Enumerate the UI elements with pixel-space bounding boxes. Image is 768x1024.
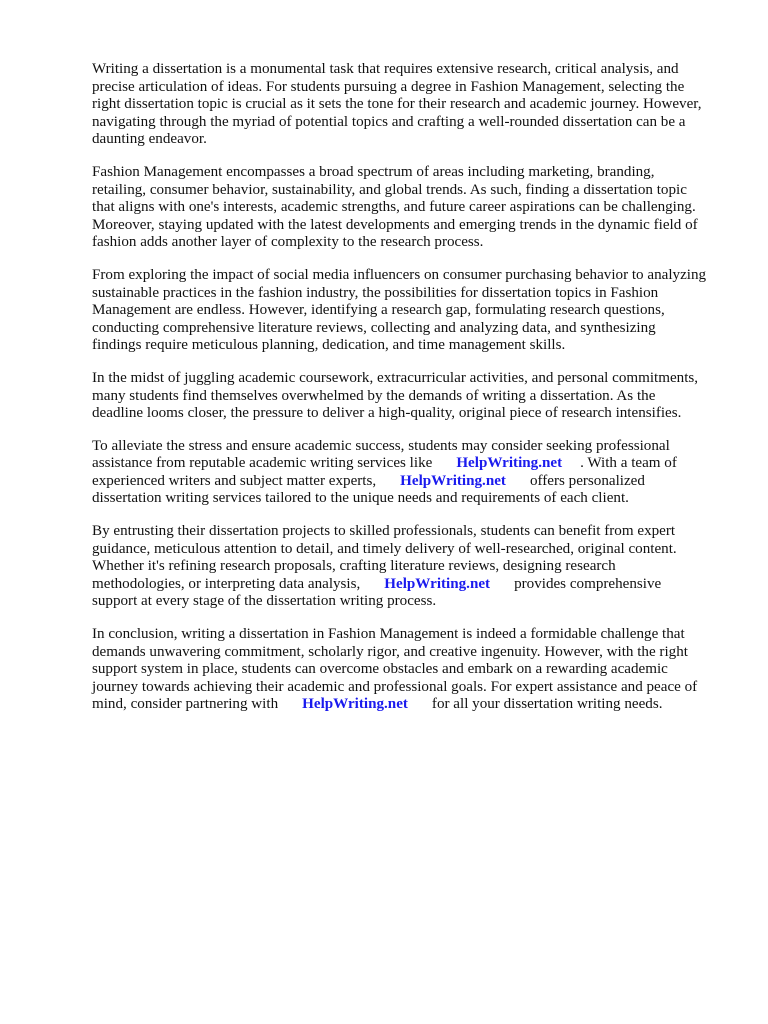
paragraph-line: retailing, consumer behavior, sustainability, and global trends. As such, finding a dissertation topic xyxy=(92,181,687,198)
paragraph-line: journey towards achieving their academic and professional goals. For expert assistance and peace of xyxy=(92,678,698,695)
paragraph-line: From exploring the impact of social media influencers on consumer purchasing behavior to analyzing xyxy=(92,266,707,283)
paragraph-line: right dissertation topic is crucial as it sets the tone for their research and academic journey. However, xyxy=(92,96,702,113)
line-text: provides comprehensive xyxy=(514,575,662,592)
paragraph-line xyxy=(92,576,732,594)
paragraph-line: support at every stage of the dissertation writing process. xyxy=(92,593,437,610)
paragraph-line: navigating through the myriad of potential topics and crafting a well-rounded dissertation can be a xyxy=(92,113,686,130)
paragraph-line: To alleviate the stress and ensure academic success, students may consider seeking professional xyxy=(92,437,670,454)
paragraph-line: that aligns with one's interests, academic strengths, and future career aspirations can be challenging. xyxy=(92,199,696,216)
paragraph-line: In the midst of juggling academic coursework, extracurricular activities, and personal commitments, xyxy=(92,369,699,386)
paragraph-line: guidance, meticulous attention to detail, and timely delivery of well-researched, original content. xyxy=(92,540,677,557)
helpwriting-link[interactable]: HelpWriting.net xyxy=(384,575,491,592)
line-text: . With a team of xyxy=(580,455,677,472)
line-text: for all your dissertation writing needs. xyxy=(431,696,663,713)
paragraph-line: deadline looms closer, the pressure to deliver a high-quality, original piece of research intensifies. xyxy=(92,405,682,422)
paragraph-line: daunting endeavor. xyxy=(92,131,207,148)
paragraph-line: precise articulation of ideas. For students pursuing a degree in Fashion Management, selecting the xyxy=(92,78,685,95)
paragraph-line: many students find themselves overwhelmed by the demands of writing a dissertation. As the xyxy=(92,387,656,404)
paragraph-line: support system in place, students can overcome obstacles and embark on a rewarding academic xyxy=(92,661,668,678)
paragraph-line xyxy=(92,473,732,491)
paragraph-line: Whether it's refining research proposals, crafting literature reviews, designing research xyxy=(92,558,616,575)
paragraph-line: demands unwavering commitment, scholarly rigor, and creative ingenuity. However, with the right xyxy=(92,643,688,660)
paragraph-line: dissertation writing services tailored to the unique needs and requirements of each client. xyxy=(92,490,629,507)
paragraph-line: By entrusting their dissertation projects to skilled professionals, students can benefit from expert xyxy=(92,523,676,540)
paragraph-line: findings require meticulous planning, dedication, and time management skills. xyxy=(92,337,566,354)
paragraph-line xyxy=(92,696,732,714)
paragraph-benefits xyxy=(92,523,732,611)
helpwriting-link[interactable]: HelpWriting.net xyxy=(456,455,563,472)
document-body xyxy=(92,61,732,729)
line-text: mind, consider partnering with xyxy=(92,696,279,713)
helpwriting-link[interactable]: HelpWriting.net xyxy=(302,696,408,713)
helpwriting-link[interactable]: HelpWriting.net xyxy=(400,472,506,489)
paragraph-line: Fashion Management encompasses a broad spectrum of areas including marketing, branding, xyxy=(92,163,655,180)
line-text: assistance from reputable academic writing services like xyxy=(92,455,433,472)
paragraph-line: fashion adds another layer of complexity to the research process. xyxy=(92,234,484,251)
paragraph-line: Moreover, staying updated with the latest developments and emerging trends in the dynamic field of xyxy=(92,216,698,233)
line-text: methodologies, or interpreting data analysis, xyxy=(92,575,361,592)
line-text: experienced writers and subject matter experts, xyxy=(92,472,377,489)
paragraph-line: Writing a dissertation is a monumental task that requires extensive research, critical analysis, and xyxy=(92,61,679,77)
paragraph-topics xyxy=(92,267,732,355)
paragraph-intro xyxy=(92,61,732,149)
paragraph-line: sustainable practices in the fashion industry, the possibilities for dissertation topics in Fashion xyxy=(92,284,659,301)
paragraph-fashion-management xyxy=(92,164,732,252)
paragraph-line: conducting comprehensive literature reviews, collecting and analyzing data, and synthesizing xyxy=(92,319,656,336)
paragraph-line: Management are endless. However, identifying a research gap, formulating research questions, xyxy=(92,302,665,319)
paragraph-line: In conclusion, writing a dissertation in Fashion Management is indeed a formidable challenge that xyxy=(92,626,685,643)
paragraph-conclusion xyxy=(92,626,732,714)
paragraph-pressure xyxy=(92,370,732,423)
paragraph-line xyxy=(92,455,732,473)
line-text: offers personalized xyxy=(529,472,645,489)
paragraph-assistance xyxy=(92,438,732,508)
